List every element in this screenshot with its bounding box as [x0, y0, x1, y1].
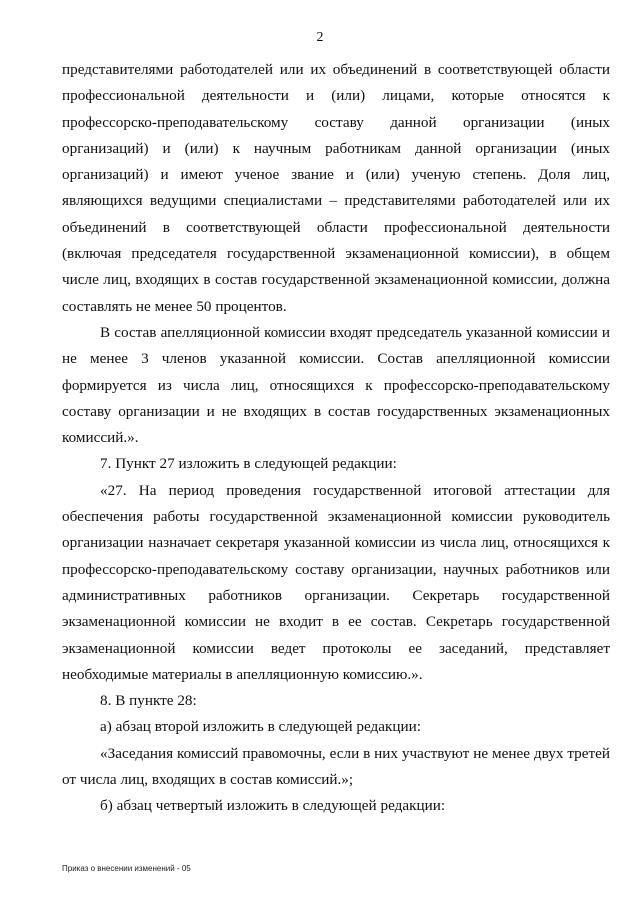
- paragraph-continuation: представителями работодателей или их объединений в соответствующей области профессиональной деятельности и (или) лицами, которые относятся к профессорско-преподавательскому составу данной организации (иных организаций) и (или) к научным работникам данной организации (иных организаций) и имеют ученое звание и (или) ученую степень. Доля лиц, являющихся ведущими специалистами – представителями работодателей или их объединений в соответствующей области профессиональной деятельности (включая председателя государственной экзаменационной комиссии), в общем числе лиц, входящих в состав государственной экзаменационной комиссии, должна составлять не менее 50 процентов.: [62, 61, 610, 315]
- paragraph-quorum: «Заседания комиссий правомочны, если в них участвуют не менее двух третей от числа лиц, входящих в состав комиссий.»;: [62, 744, 610, 789]
- paragraph-item-27: «27. На период проведения государственной итоговой аттестации для обеспечения работы государственной экзаменационной комиссии руководитель организации назначает секретаря указанной комиссии из числа лиц, относящихся к профессорско-преподавательскому составу организации, научных работников или административных работников организации. Секретарь государственной экзаменационной комиссии не входит в ее состав. Секретарь государственной экзаменационной комиссии ведет протоколы ее заседаний, представляет необходимые материалы в апелляционную комиссию.».: [62, 481, 610, 683]
- document-body: [62, 57, 610, 820]
- paragraph-appeal-commission: В состав апелляционной комиссии входят председатель указанной комиссии и не менее 3 членов указанной комиссии. Состав апелляционной комиссии формируется из числа лиц, относящихся к профессорско-преподавательскому составу организации и не входящих в состав государственных экзаменационных комиссий.».: [62, 323, 610, 447]
- paragraph-item-7: 7. Пункт 27 изложить в следующей редакции:: [100, 455, 397, 473]
- footer-doc-name: Приказ о внесении изменений - 05: [62, 864, 191, 873]
- paragraph-item-8: 8. В пункте 28:: [100, 692, 197, 710]
- paragraph-subitem-b: б) абзац четвертый изложить в следующей редакции:: [100, 797, 446, 815]
- page-number: 2: [316, 30, 324, 45]
- paragraph-subitem-a: а) абзац второй изложить в следующей редакции:: [100, 718, 422, 736]
